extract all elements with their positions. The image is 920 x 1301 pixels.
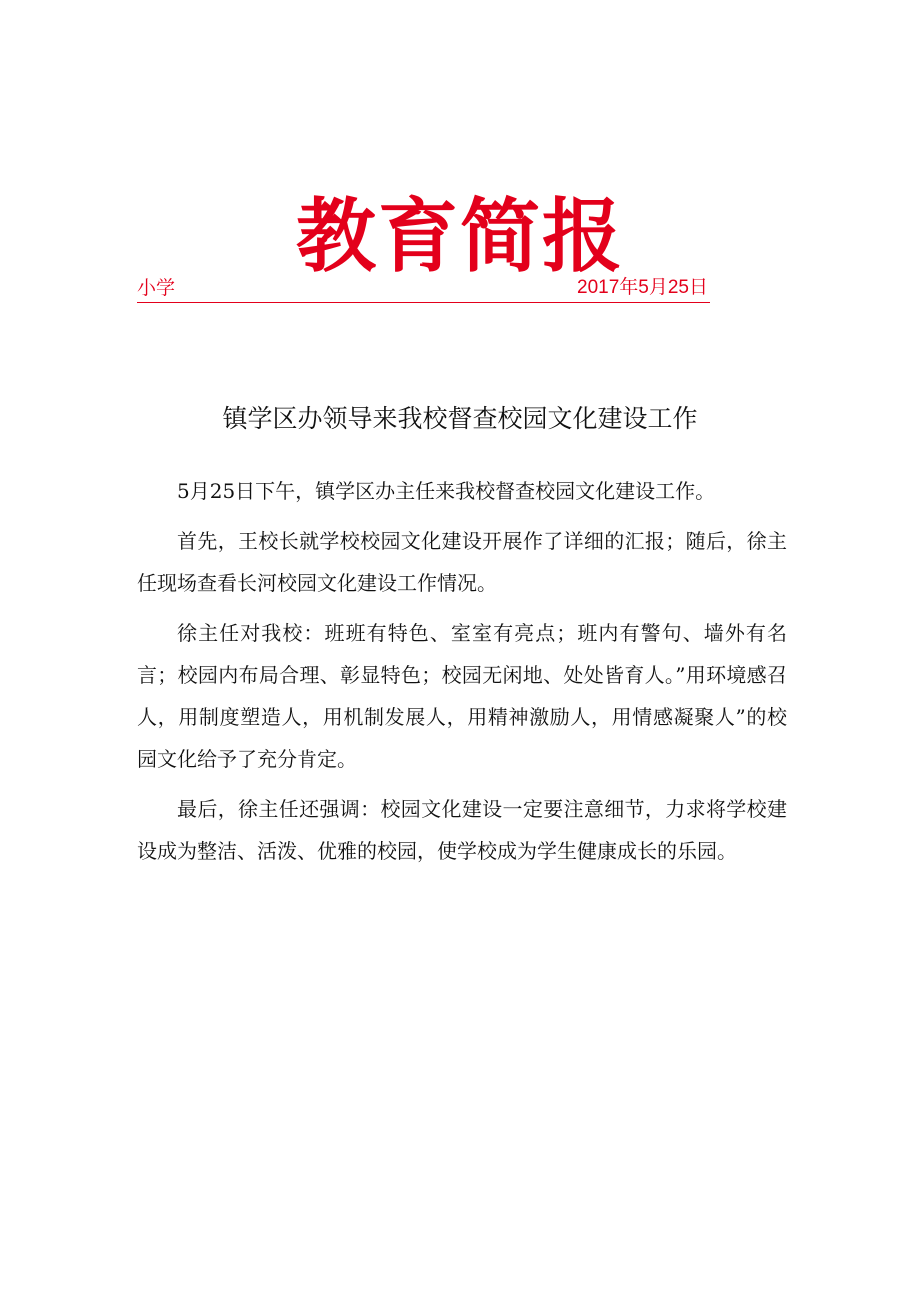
article-body xyxy=(137,470,787,880)
bulletin-title: 教育简报 xyxy=(296,188,624,283)
issue-date: 2017年5月25日 xyxy=(577,277,708,298)
article-paragraph: 5月25日下午，镇学区办主任来我校督查校园文化建设工作。 xyxy=(177,479,716,503)
issue-line xyxy=(137,276,710,303)
article-paragraph: 最后，徐主任还强调：校园文化建设一定要注意细节，力求将学校建设成为整洁、活泼、优雅的校园，使学校成为学生健康成长的乐园。 xyxy=(137,797,787,863)
article-headline: 镇学区办领导来我校督查校园文化建设工作 xyxy=(222,403,698,433)
article-paragraph: 首先，王校长就学校校园文化建设开展作了详细的汇报；随后，徐主任现场查看长河校园文化建设工作情况。 xyxy=(137,529,787,595)
article-paragraph: 徐主任对我校：班班有特色、室室有亮点；班内有警句、墙外有名言；校园内布局合理、彰显特色；校园无闲地、处处皆育人。”用环境感召人，用制度塑造人，用机制发展人，用精神激励人，用情感凝聚人”的校园文化给予了充分肯定。 xyxy=(137,621,787,771)
school-name: 小学 xyxy=(137,277,176,299)
